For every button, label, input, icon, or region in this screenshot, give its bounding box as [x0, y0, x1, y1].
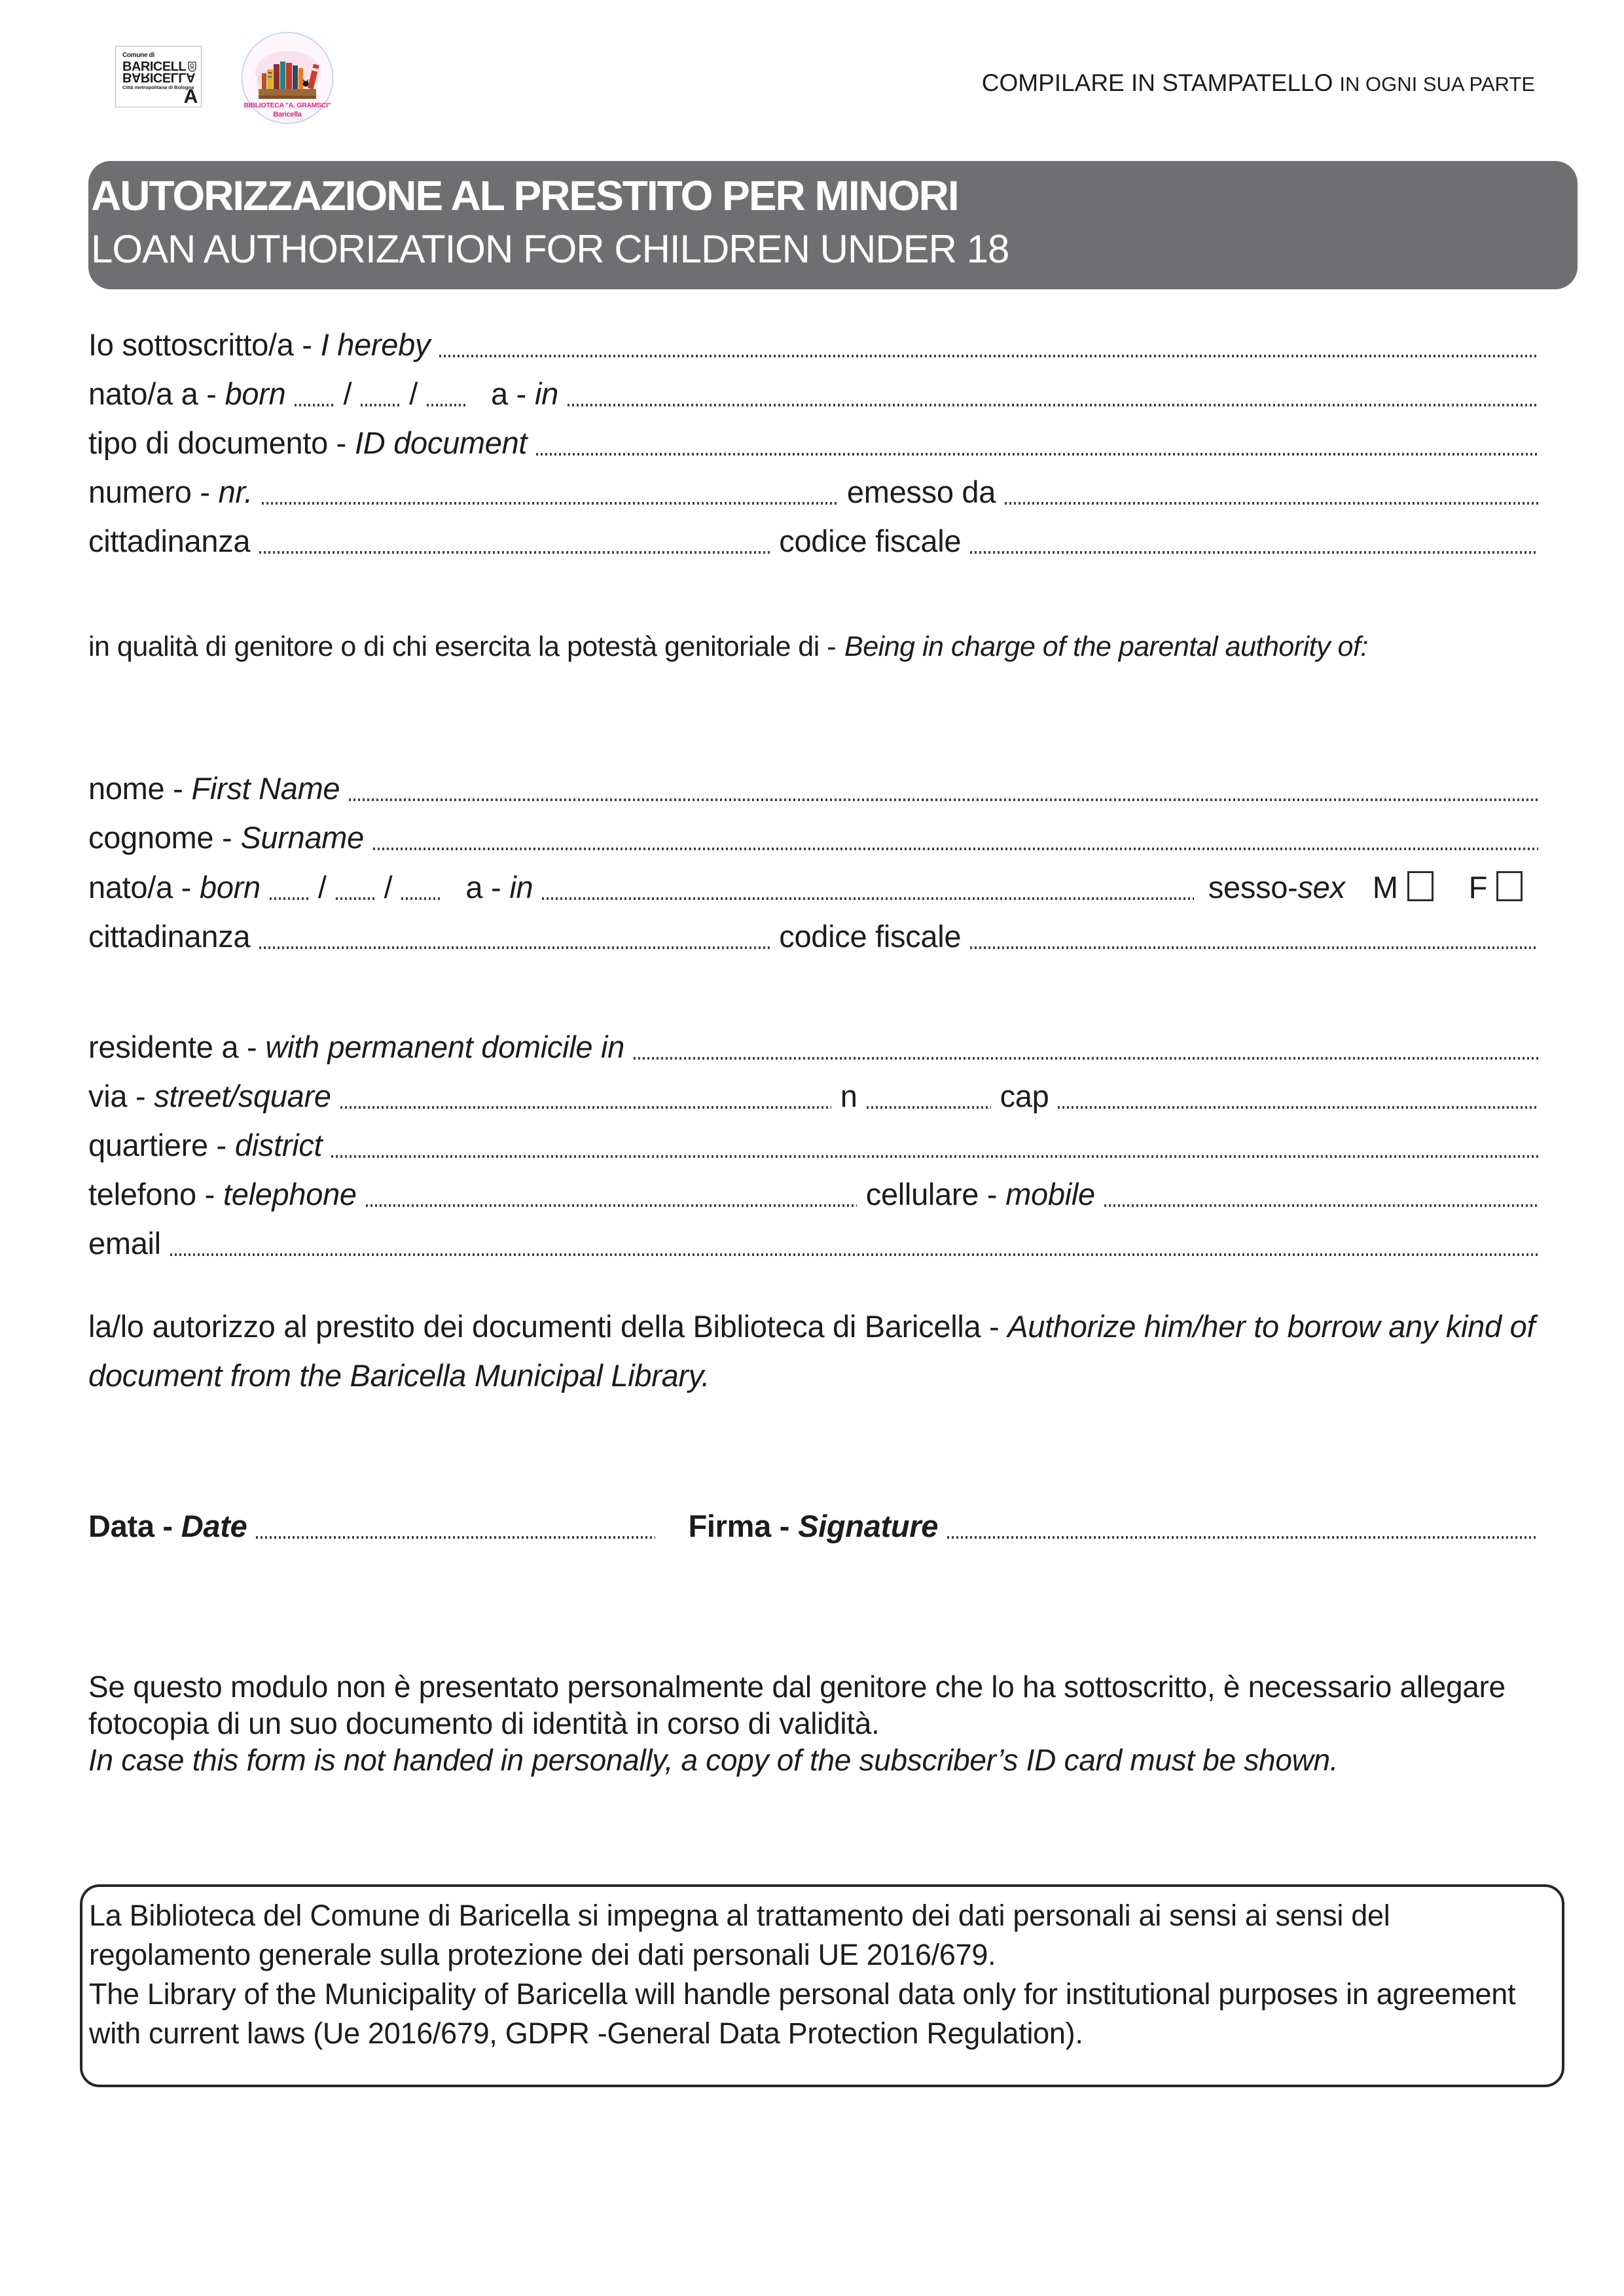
row-minor-citizenship — [88, 921, 1538, 952]
id-document-type-line[interactable] — [536, 453, 1538, 456]
instruction-main: COMPILARE IN STAMPATELLO — [981, 69, 1333, 96]
label-guardian-citizenship: cittadinanza — [88, 524, 251, 558]
row-district — [88, 1130, 1538, 1160]
comune-baricella-logo — [115, 46, 202, 107]
email-line[interactable] — [170, 1253, 1538, 1256]
domicile-city-line[interactable] — [634, 1057, 1538, 1060]
date-slash: / — [343, 376, 352, 411]
issued-by-line[interactable] — [1005, 502, 1538, 505]
label-email: email — [88, 1226, 161, 1261]
parental-authority-text: in qualità di genitore o di chi esercita la potestà genitoriale di - Being in charge of the parental authority of: — [88, 631, 1368, 662]
label-domicile: residente a - with permanent domicile in — [88, 1030, 624, 1064]
label-minor-born: nato/a - born — [88, 870, 261, 905]
label-minor-fiscal-code: codice fiscale — [779, 919, 962, 954]
minor-fiscal-code-line[interactable] — [970, 946, 1538, 949]
label-sex-male: M — [1372, 870, 1398, 905]
comune-logo-big-a: A — [183, 86, 198, 107]
label-district: quartiere - district — [88, 1128, 323, 1162]
minor-surname-line[interactable] — [373, 848, 1538, 850]
label-postal-code: cap — [1000, 1079, 1049, 1113]
row-domicile — [88, 1031, 1538, 1062]
guardian-birthplace-line[interactable] — [568, 404, 1538, 406]
privacy-notice-english: The Library of the Municipality of Baricella will handle personal data only for institutional purposes in agreement with current laws (Ue 2016/679, GDPR -General Data Protection Regulation). — [89, 1977, 1516, 2050]
label-minor-citizenship: cittadinanza — [88, 919, 251, 954]
date-slash: / — [384, 870, 393, 905]
mobile-line[interactable] — [1104, 1204, 1538, 1207]
row-telephone — [88, 1179, 1538, 1210]
guardian-born-month-line[interactable] — [361, 404, 400, 406]
label-sex-female: F — [1468, 870, 1487, 905]
label-signature: Firma - Signature — [688, 1509, 939, 1543]
label-emesso-da: emesso da — [846, 475, 996, 509]
privacy-notice-box — [80, 1884, 1564, 2087]
form-title-english: LOAN AUTHORIZATION FOR CHILDREN UNDER 18 — [91, 227, 1009, 272]
form-title-italian: AUTORIZZAZIONE AL PRESTITO PER MINORI — [91, 172, 958, 219]
comune-logo-name-mirrored: BARICELLA — [122, 70, 196, 84]
row-date-signature — [88, 1511, 1538, 1541]
guardian-citizenship-line[interactable] — [259, 551, 770, 554]
id-number-line[interactable] — [262, 502, 838, 505]
label-mobile: cellulare - mobile — [865, 1177, 1095, 1211]
minor-born-month-line[interactable] — [336, 897, 375, 900]
comune-logo-subtitle: Città metropolitana di Bologna — [122, 84, 194, 90]
row-guardian-citizenship — [88, 526, 1538, 556]
label-id-number: numero - nr. — [88, 475, 253, 509]
label-street-number: n — [840, 1079, 857, 1113]
fill-in-instruction — [982, 69, 1535, 97]
row-guardian-born — [88, 378, 1538, 409]
minor-first-name-line[interactable] — [349, 798, 1538, 801]
library-gramsci-logo — [241, 31, 334, 124]
library-logo-subtitle: Baricella — [273, 111, 302, 118]
date-slash: / — [409, 376, 418, 411]
label-guardian-fiscal-code: codice fiscale — [779, 524, 962, 558]
guardian-born-day-line[interactable] — [295, 404, 334, 406]
row-id-document — [88, 427, 1538, 458]
label-street: via - street/square — [88, 1079, 331, 1113]
guardian-fiscal-code-line[interactable] — [970, 551, 1538, 554]
telephone-line[interactable] — [366, 1204, 857, 1207]
top-bar — [0, 0, 1624, 124]
label-minor-surname: cognome - Surname — [88, 820, 364, 855]
minor-born-day-line[interactable] — [270, 897, 309, 900]
id-copy-note-italian: Se questo modulo non è presentato personalmente dal genitore che lo ha sottoscritto, è necessario allegare fotocopia di un suo documento di identità in corso di validità. — [88, 1670, 1506, 1740]
id-copy-note-english: In case this form is not handed in personally, a copy of the subscriber’s ID card must be shown. — [88, 1743, 1339, 1777]
comune-logo-name: BARICELL — [122, 60, 187, 74]
row-email — [88, 1228, 1538, 1259]
guardian-born-year-line[interactable] — [427, 404, 466, 406]
logos — [115, 31, 334, 124]
instruction-secondary: IN OGNI SUA PARTE — [1339, 73, 1535, 96]
form-content — [0, 329, 1624, 2087]
label-io-sottoscritto: Io sottoscritto/a - I hereby — [88, 327, 431, 362]
parental-authority-sentence — [88, 633, 1538, 661]
privacy-notice-italian: La Biblioteca del Comune di Baricella si impegna al trattamento dei dati personali ai sensi ai sensi del regolamento generale sulla protezione dei dati personali UE 2016/679. — [89, 1899, 1390, 1971]
minor-birthplace-line[interactable] — [542, 897, 1194, 900]
label-sex: sesso- sex — [1208, 870, 1345, 905]
row-minor-first-name — [88, 773, 1538, 804]
label-minor-born-in: a - in — [465, 870, 533, 905]
date-slash: / — [317, 870, 327, 905]
minor-born-year-line[interactable] — [401, 897, 441, 900]
date-line[interactable] — [256, 1536, 655, 1539]
sex-male-checkbox[interactable] — [1407, 871, 1434, 901]
label-date: Data - Date — [88, 1509, 247, 1543]
title-band — [88, 161, 1578, 289]
authorization-sentence: la/lo autorizzo al prestito dei documenti della Biblioteca di Baricella - Authorize him/her to borrow any kind of document from the Baricella Municipal Library. — [88, 1309, 1536, 1393]
sex-female-checkbox[interactable] — [1496, 871, 1523, 901]
row-io-sottoscritto — [88, 329, 1538, 360]
row-minor-surname — [88, 822, 1538, 853]
street-number-line[interactable] — [867, 1106, 991, 1109]
row-id-number — [88, 476, 1538, 507]
library-logo-title: BIBLIOTECA "A. GRAMSCI" — [244, 101, 331, 109]
comune-logo-line-top: Comune di — [122, 52, 154, 59]
label-id-document: tipo di documento - ID document — [88, 425, 528, 460]
guardian-name-line[interactable] — [439, 355, 1538, 357]
label-guardian-born: nato/a a - born — [88, 376, 286, 411]
signature-line[interactable] — [947, 1536, 1538, 1539]
label-telephone: telefono - telephone — [88, 1177, 357, 1211]
row-street — [88, 1081, 1538, 1111]
minor-citizenship-line[interactable] — [259, 946, 770, 949]
district-line[interactable] — [331, 1155, 1538, 1158]
street-line[interactable] — [340, 1106, 831, 1109]
label-minor-first-name: nome - First Name — [88, 771, 340, 806]
id-copy-note — [88, 1668, 1538, 1778]
postal-code-line[interactable] — [1058, 1106, 1538, 1109]
label-guardian-born-in: a - in — [491, 376, 558, 411]
row-minor-born — [88, 871, 1538, 903]
